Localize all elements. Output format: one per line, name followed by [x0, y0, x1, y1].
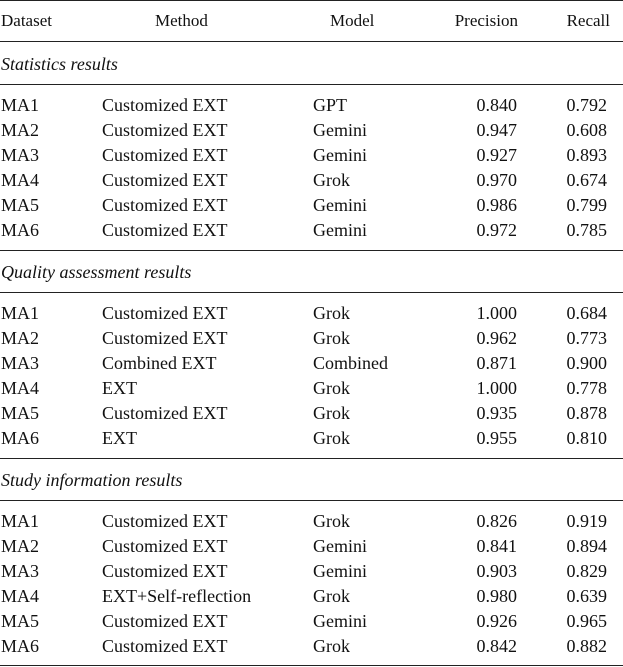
cell-recall: 0.900: [566, 353, 607, 373]
cell-precision: 0.927: [476, 145, 517, 165]
cell-model: Combined: [313, 353, 388, 373]
cell-recall: 0.785: [566, 220, 607, 240]
table-row: [0, 609, 623, 633]
table-row: [0, 426, 623, 450]
cell-model: Grok: [313, 170, 350, 190]
cell-model: Grok: [313, 378, 350, 398]
section-title: Statistics results: [1, 54, 118, 74]
cell-dataset: MA6: [1, 428, 40, 448]
section-rule: [0, 84, 623, 85]
cell-model: Grok: [313, 636, 350, 656]
cell-model: GPT: [313, 95, 348, 115]
cell-model: Grok: [313, 403, 350, 423]
cell-dataset: MA1: [1, 511, 40, 531]
table-row: [0, 376, 623, 400]
section-rule: [0, 292, 623, 293]
cell-method: Customized EXT: [102, 403, 228, 423]
cell-precision: 0.986: [476, 195, 517, 215]
cell-precision: 0.871: [476, 353, 517, 373]
cell-dataset: MA4: [1, 378, 40, 398]
cell-model: Grok: [313, 511, 350, 531]
cell-precision: 0.955: [476, 428, 517, 448]
cell-method: Customized EXT: [102, 170, 228, 190]
cell-method: Customized EXT: [102, 328, 228, 348]
cell-method: Customized EXT: [102, 195, 228, 215]
cell-dataset: MA3: [1, 353, 40, 373]
header-method: Method: [155, 11, 208, 30]
cell-model: Grok: [313, 303, 350, 323]
cell-method: Customized EXT: [102, 611, 228, 631]
cell-dataset: MA1: [1, 95, 40, 115]
cell-method: EXT: [102, 378, 137, 398]
cell-dataset: MA3: [1, 561, 40, 581]
cell-method: Customized EXT: [102, 511, 228, 531]
cell-model: Grok: [313, 328, 350, 348]
header-dataset: Dataset: [1, 11, 52, 30]
table-row: [0, 93, 623, 117]
cell-recall: 0.919: [566, 511, 607, 531]
cell-dataset: MA3: [1, 145, 40, 165]
cell-dataset: MA2: [1, 536, 40, 556]
cell-method: Customized EXT: [102, 636, 228, 656]
cell-precision: 0.840: [476, 95, 517, 115]
header-model: Model: [330, 11, 375, 30]
table-row: [0, 401, 623, 425]
table-row: [0, 584, 623, 608]
section-separator-rule: [0, 250, 623, 251]
cell-dataset: MA5: [1, 195, 40, 215]
cell-method: Customized EXT: [102, 220, 228, 240]
cell-precision: 0.970: [476, 170, 517, 190]
table-row: [0, 509, 623, 533]
section-separator-rule: [0, 458, 623, 459]
cell-precision: 1.000: [476, 378, 517, 398]
cell-model: Grok: [313, 428, 350, 448]
cell-recall: 0.639: [566, 586, 607, 606]
header-rule: [0, 41, 623, 42]
cell-model: Gemini: [313, 220, 367, 240]
cell-precision: 0.935: [476, 403, 517, 423]
section-title: Study information results: [1, 470, 183, 490]
bottom-rule: [0, 665, 623, 666]
cell-model: Gemini: [313, 120, 367, 140]
cell-dataset: MA6: [1, 220, 40, 240]
cell-dataset: MA2: [1, 328, 40, 348]
table-row: [0, 193, 623, 217]
table-row: [0, 218, 623, 242]
cell-precision: 0.826: [476, 511, 517, 531]
table-row: [0, 559, 623, 583]
cell-model: Gemini: [313, 561, 367, 581]
table-row: [0, 143, 623, 167]
cell-method: Customized EXT: [102, 536, 228, 556]
cell-precision: 0.841: [476, 536, 517, 556]
cell-recall: 0.878: [566, 403, 607, 423]
cell-method: Customized EXT: [102, 303, 228, 323]
cell-recall: 0.810: [566, 428, 607, 448]
cell-precision: 0.926: [476, 611, 517, 631]
cell-method: EXT+Self-reflection: [102, 586, 252, 606]
cell-dataset: MA2: [1, 120, 40, 140]
cell-method: Combined EXT: [102, 353, 217, 373]
cell-recall: 0.799: [566, 195, 607, 215]
cell-dataset: MA4: [1, 586, 40, 606]
section-rule: [0, 500, 623, 501]
cell-recall: 0.965: [566, 611, 607, 631]
cell-dataset: MA4: [1, 170, 40, 190]
table-row: [0, 634, 623, 658]
cell-recall: 0.608: [566, 120, 607, 140]
table-row: [0, 534, 623, 558]
table-row: [0, 326, 623, 350]
cell-precision: 1.000: [476, 303, 517, 323]
cell-recall: 0.894: [566, 536, 607, 556]
cell-precision: 0.842: [476, 636, 517, 656]
cell-recall: 0.893: [566, 145, 607, 165]
cell-dataset: MA6: [1, 636, 40, 656]
cell-recall: 0.773: [566, 328, 607, 348]
cell-precision: 0.903: [476, 561, 517, 581]
cell-recall: 0.778: [566, 378, 607, 398]
cell-recall: 0.829: [566, 561, 607, 581]
header-recall: Recall: [566, 11, 610, 30]
cell-precision: 0.947: [476, 120, 517, 140]
table-row: [0, 118, 623, 142]
cell-recall: 0.792: [566, 95, 607, 115]
header-row: [0, 9, 623, 33]
header-precision: Precision: [454, 11, 518, 30]
table-row: [0, 168, 623, 192]
cell-dataset: MA5: [1, 611, 40, 631]
cell-dataset: MA1: [1, 303, 40, 323]
cell-dataset: MA5: [1, 403, 40, 423]
table-row: [0, 351, 623, 375]
cell-recall: 0.674: [566, 170, 607, 190]
cell-model: Gemini: [313, 536, 367, 556]
cell-model: Gemini: [313, 611, 367, 631]
cell-method: Customized EXT: [102, 145, 228, 165]
cell-method: Customized EXT: [102, 561, 228, 581]
cell-recall: 0.684: [566, 303, 607, 323]
cell-model: Grok: [313, 586, 350, 606]
section-title: Quality assessment results: [1, 262, 192, 282]
top-rule: [0, 0, 623, 1]
table-row: [0, 301, 623, 325]
cell-model: Gemini: [313, 195, 367, 215]
cell-method: Customized EXT: [102, 120, 228, 140]
cell-method: Customized EXT: [102, 95, 228, 115]
cell-method: EXT: [102, 428, 137, 448]
cell-recall: 0.882: [566, 636, 607, 656]
cell-precision: 0.980: [476, 586, 517, 606]
cell-precision: 0.962: [476, 328, 517, 348]
cell-precision: 0.972: [476, 220, 517, 240]
cell-model: Gemini: [313, 145, 367, 165]
